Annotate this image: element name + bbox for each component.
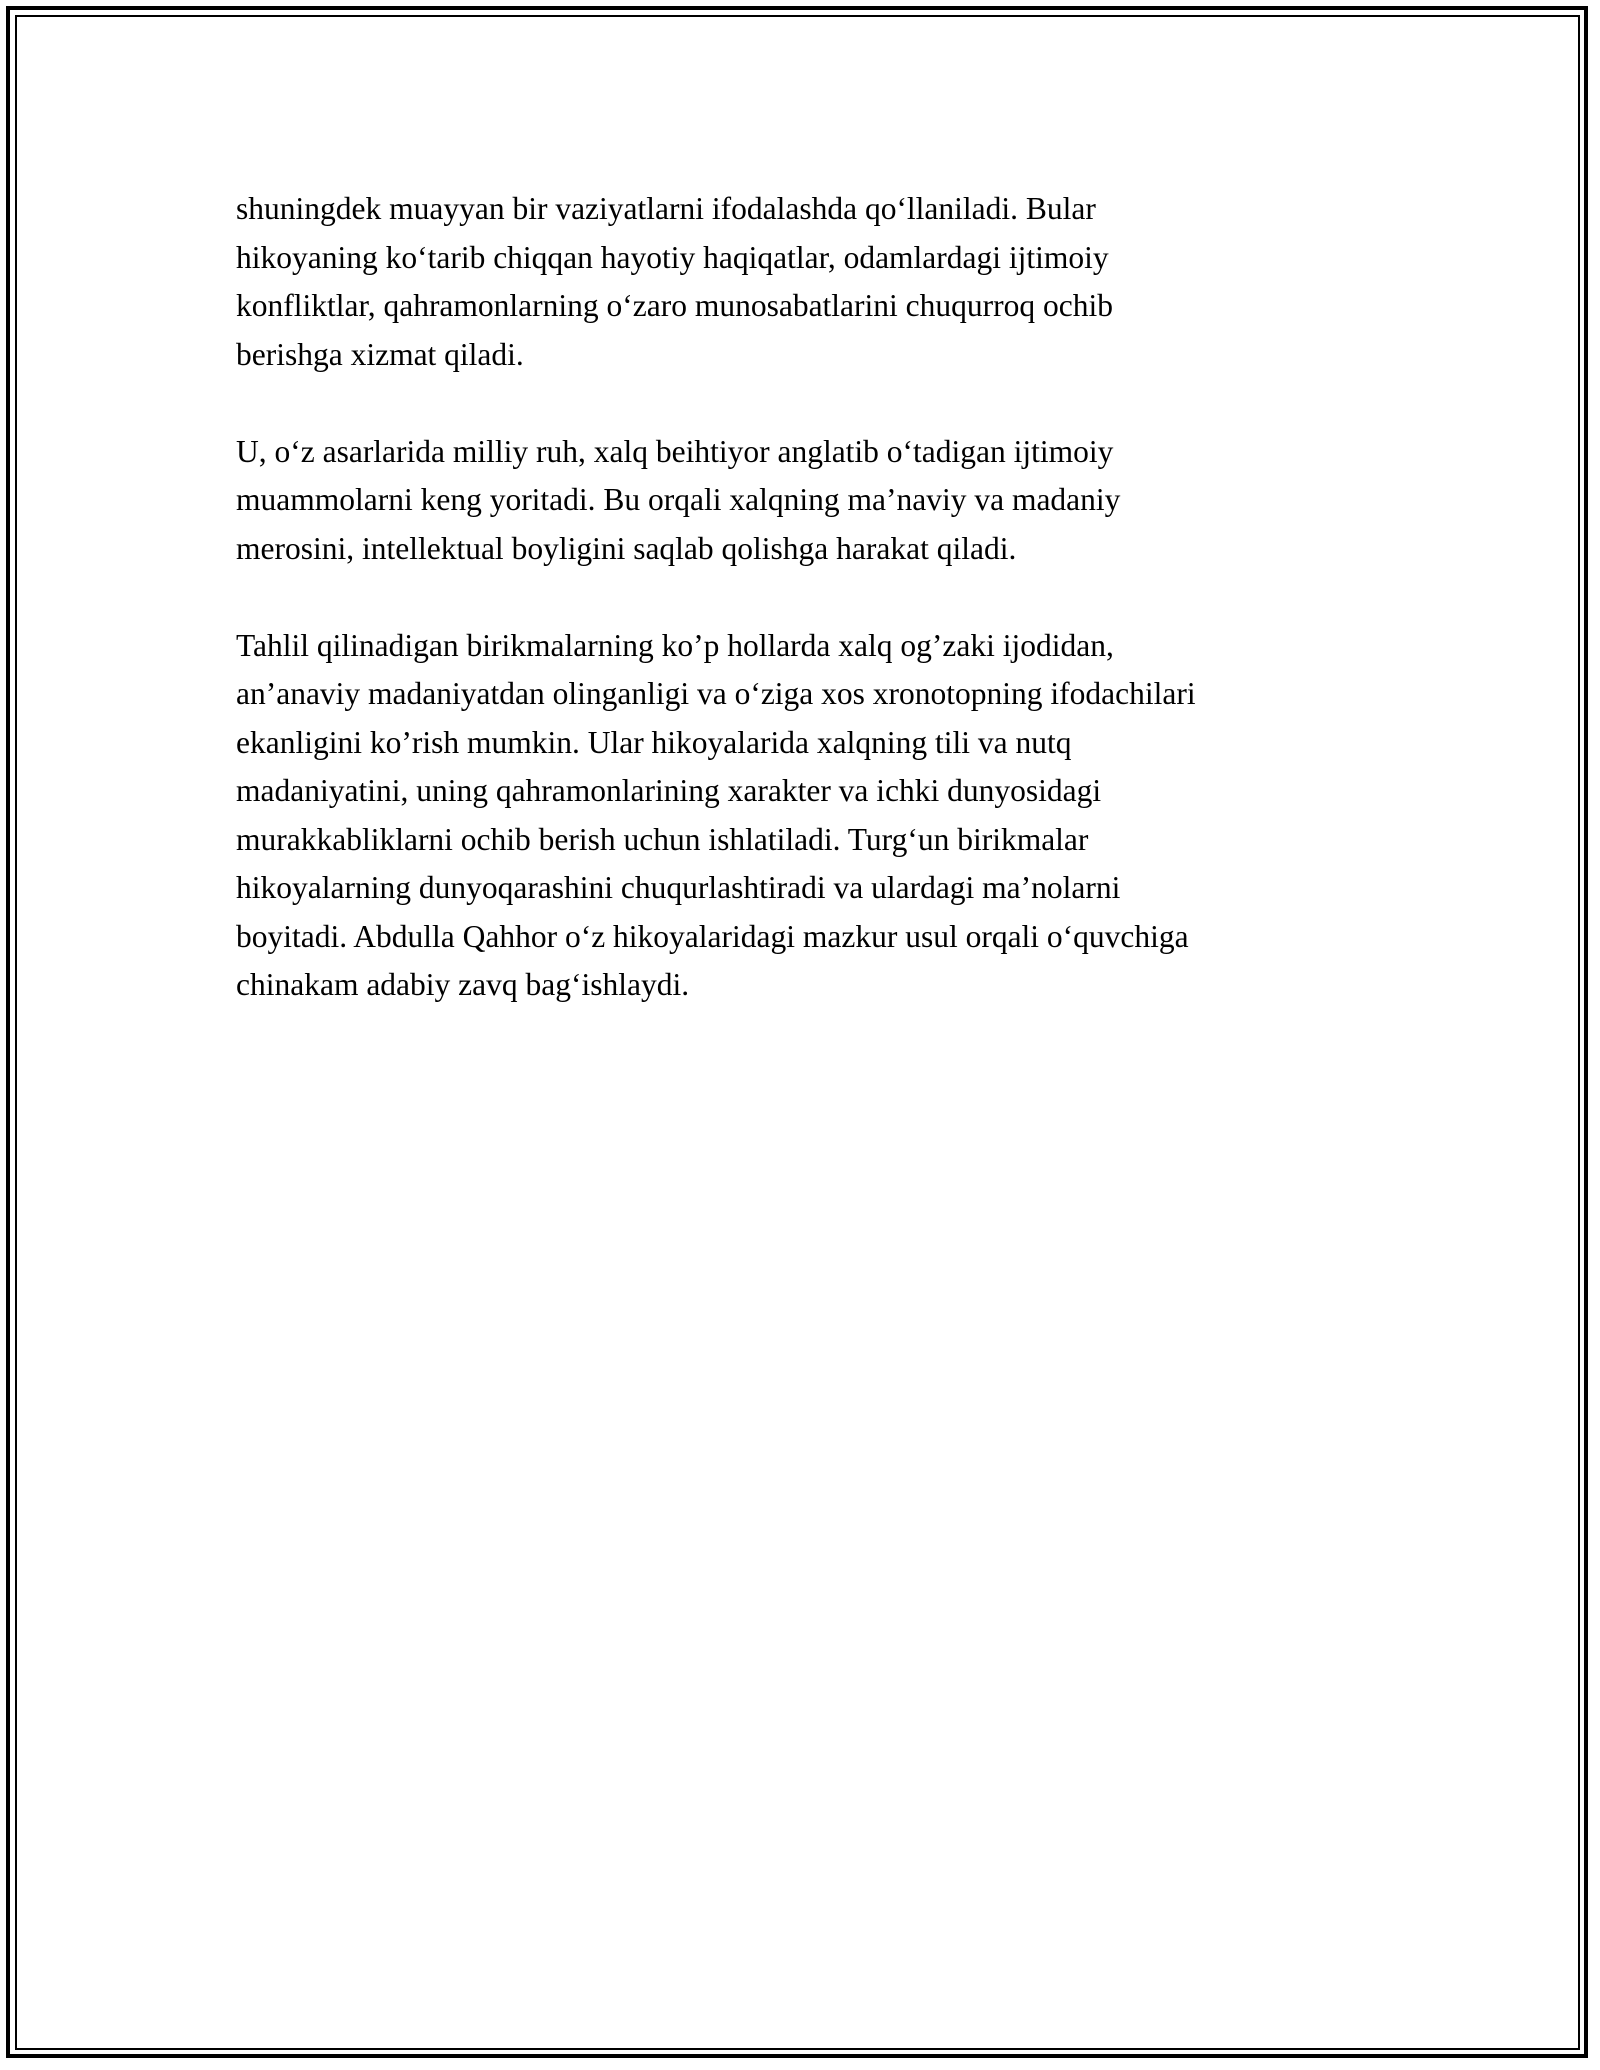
paragraph-2: U, o‘z asarlarida milliy ruh, xalq beihtiyor anglatib o‘tadigan ijtimoiy muammolarni keng yoritadi. Bu orqali xalqning ma’naviy va madaniy merosini, intellektual boyligini saqlab qolishga harakat qiladi. (236, 433, 1121, 566)
page-content (236, 185, 1366, 1058)
paragraph-3: Tahlil qilinadigan birikmalarning ko’p hollarda xalq og’zaki ijodidan, an’anaviy madaniyatdan olinganligi va o‘ziga xos xronotopning ifodachilari ekanligini ko’rish mumkin. Ular hikoyalarida xalqning tili va nutq madaniyatini, uning qahramonlarining xarakter va ichki dunyosidagi murakkabliklarni ochib berish uchun ishlatiladi. Turg‘un birikmalar hikoyalarning dunyoqarashini chuqurlashtiradi va ulardagi ma’nolarni boyitadi. Abdulla Qahhor o‘z hikoyalaridagi mazkur usul orqali o‘quvchiga chinakam adabiy zavq bag‘ishlaydi. (236, 627, 1196, 1002)
paragraph-1: shuningdek muayyan bir vaziyatlarni ifodalashda qo‘llaniladi. Bular hikoyaning ko‘tarib chiqqan hayotiy haqiqatlar, odamlardagi ijtimoiy konfliktlar, qahramonlarning o‘zaro munosabatlarini chuqurroq ochib berishga xizmat qiladi. (236, 191, 1113, 372)
